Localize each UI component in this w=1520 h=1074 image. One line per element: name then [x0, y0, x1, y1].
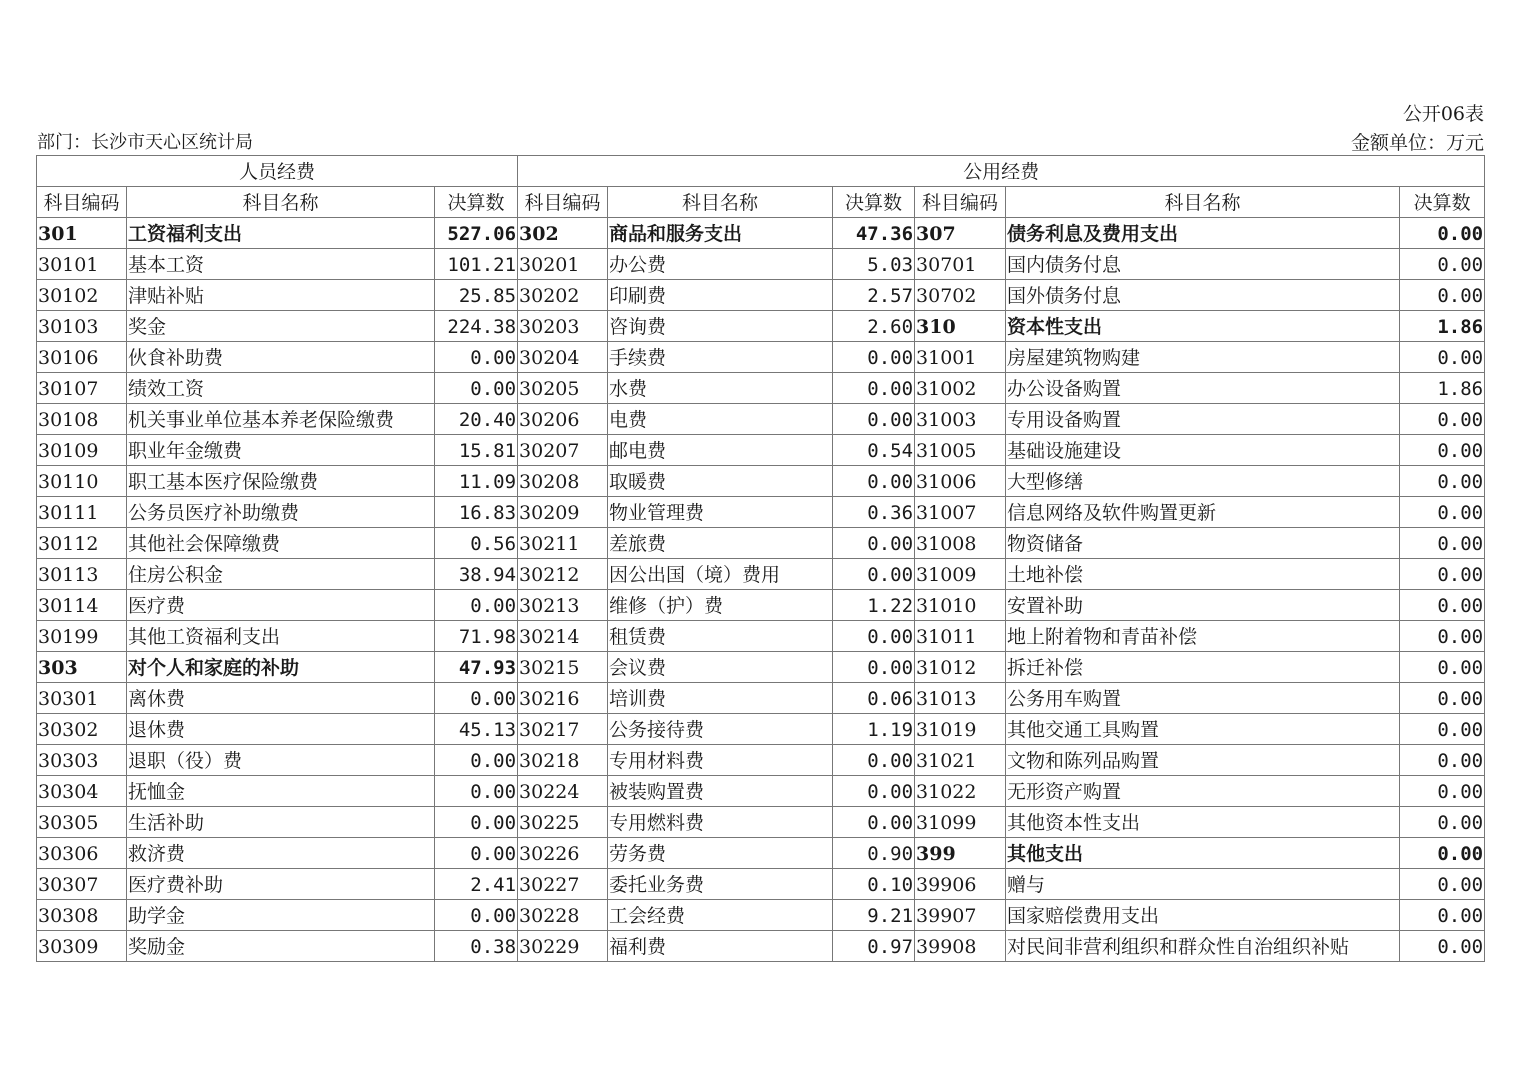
code-cell: 30199	[37, 621, 127, 652]
name-cell: 其他支出	[1006, 838, 1400, 869]
amount-cell: 0.06	[833, 683, 915, 714]
amount-cell: 0.90	[833, 838, 915, 869]
amount-cell: 47.36	[833, 218, 915, 249]
amount-cell: 20.40	[435, 404, 518, 435]
amount-cell: 0.00	[833, 745, 915, 776]
column-header-code: 科目编码	[915, 187, 1006, 218]
code-cell: 39906	[915, 869, 1006, 900]
amount-cell: 0.00	[833, 404, 915, 435]
table-row	[37, 528, 1485, 559]
code-cell: 30213	[518, 590, 608, 621]
code-cell: 31001	[915, 342, 1006, 373]
code-cell: 301	[37, 218, 127, 249]
table-row	[37, 280, 1485, 311]
name-cell: 福利费	[608, 931, 833, 962]
name-cell: 房屋建筑物购建	[1006, 342, 1400, 373]
amount-cell: 1.19	[833, 714, 915, 745]
amount-cell: 0.00	[435, 807, 518, 838]
code-cell: 30225	[518, 807, 608, 838]
code-cell: 31007	[915, 497, 1006, 528]
amount-cell: 0.00	[1400, 807, 1485, 838]
code-cell: 30206	[518, 404, 608, 435]
amount-cell: 9.21	[833, 900, 915, 931]
code-cell: 30202	[518, 280, 608, 311]
amount-cell: 0.97	[833, 931, 915, 962]
code-cell: 399	[915, 838, 1006, 869]
name-cell: 工资福利支出	[127, 218, 435, 249]
code-cell: 30228	[518, 900, 608, 931]
name-cell: 医疗费补助	[127, 869, 435, 900]
amount-cell: 0.00	[435, 683, 518, 714]
column-header-code: 科目编码	[37, 187, 127, 218]
amount-cell: 0.00	[1400, 404, 1485, 435]
amount-cell: 0.00	[833, 528, 915, 559]
form-number: 公开06表	[1402, 103, 1484, 125]
code-cell: 30301	[37, 683, 127, 714]
name-cell: 印刷费	[608, 280, 833, 311]
code-cell: 30208	[518, 466, 608, 497]
amount-cell: 0.00	[833, 342, 915, 373]
amount-cell: 0.00	[833, 621, 915, 652]
code-cell: 30309	[37, 931, 127, 962]
amount-cell: 0.00	[1400, 621, 1485, 652]
code-cell: 30218	[518, 745, 608, 776]
amount-cell: 527.06	[435, 218, 518, 249]
column-header-amount: 决算数	[435, 187, 518, 218]
name-cell: 助学金	[127, 900, 435, 931]
code-cell: 307	[915, 218, 1006, 249]
code-cell: 39908	[915, 931, 1006, 962]
name-cell: 专用燃料费	[608, 807, 833, 838]
code-cell: 31003	[915, 404, 1006, 435]
name-cell: 基本工资	[127, 249, 435, 280]
column-header-amount: 决算数	[1400, 187, 1485, 218]
name-cell: 津贴补贴	[127, 280, 435, 311]
amount-cell: 0.00	[435, 838, 518, 869]
name-cell: 国内债务付息	[1006, 249, 1400, 280]
table-row	[37, 931, 1485, 962]
code-cell: 30308	[37, 900, 127, 931]
amount-cell: 0.00	[1400, 745, 1485, 776]
amount-cell: 0.00	[435, 900, 518, 931]
code-cell: 30112	[37, 528, 127, 559]
amount-cell: 0.10	[833, 869, 915, 900]
code-cell: 30103	[37, 311, 127, 342]
name-cell: 奖励金	[127, 931, 435, 962]
code-cell: 30227	[518, 869, 608, 900]
name-cell: 抚恤金	[127, 776, 435, 807]
table-row	[37, 497, 1485, 528]
amount-cell: 0.00	[1400, 466, 1485, 497]
amount-cell: 0.00	[833, 466, 915, 497]
code-cell: 30303	[37, 745, 127, 776]
table-row	[37, 652, 1485, 683]
table-row	[37, 900, 1485, 931]
name-cell: 生活补助	[127, 807, 435, 838]
table-row	[37, 466, 1485, 497]
name-cell: 差旅费	[608, 528, 833, 559]
code-cell: 30204	[518, 342, 608, 373]
amount-cell: 0.00	[1400, 528, 1485, 559]
amount-cell: 0.54	[833, 435, 915, 466]
name-cell: 委托业务费	[608, 869, 833, 900]
name-cell: 其他工资福利支出	[127, 621, 435, 652]
code-cell: 30215	[518, 652, 608, 683]
code-cell: 31019	[915, 714, 1006, 745]
code-cell: 30229	[518, 931, 608, 962]
amount-cell: 0.56	[435, 528, 518, 559]
code-cell: 30209	[518, 497, 608, 528]
code-cell: 30216	[518, 683, 608, 714]
table-row	[37, 342, 1485, 373]
code-cell: 30207	[518, 435, 608, 466]
amount-unit-label: 金额单位：万元	[1350, 132, 1484, 154]
amount-cell: 0.00	[1400, 342, 1485, 373]
code-cell: 30307	[37, 869, 127, 900]
amount-cell: 2.41	[435, 869, 518, 900]
amount-cell: 0.00	[833, 373, 915, 404]
name-cell: 退职（役）费	[127, 745, 435, 776]
name-cell: 救济费	[127, 838, 435, 869]
amount-cell: 0.00	[435, 373, 518, 404]
table-row	[37, 621, 1485, 652]
table-row	[37, 435, 1485, 466]
code-cell: 30212	[518, 559, 608, 590]
table-row	[37, 590, 1485, 621]
name-cell: 专用材料费	[608, 745, 833, 776]
table-row	[37, 776, 1485, 807]
code-cell: 30106	[37, 342, 127, 373]
amount-cell: 1.22	[833, 590, 915, 621]
table-row	[37, 404, 1485, 435]
name-cell: 信息网络及软件购置更新	[1006, 497, 1400, 528]
name-cell: 物业管理费	[608, 497, 833, 528]
code-cell: 30217	[518, 714, 608, 745]
name-cell: 大型修缮	[1006, 466, 1400, 497]
name-cell: 培训费	[608, 683, 833, 714]
name-cell: 商品和服务支出	[608, 218, 833, 249]
amount-cell: 0.00	[1400, 931, 1485, 962]
name-cell: 水费	[608, 373, 833, 404]
name-cell: 离休费	[127, 683, 435, 714]
code-cell: 31022	[915, 776, 1006, 807]
table-row	[37, 373, 1485, 404]
amount-cell: 0.36	[833, 497, 915, 528]
code-cell: 39907	[915, 900, 1006, 931]
column-header-name: 科目名称	[608, 187, 833, 218]
group-header-personnel: 人员经费	[37, 156, 518, 187]
name-cell: 会议费	[608, 652, 833, 683]
name-cell: 职业年金缴费	[127, 435, 435, 466]
name-cell: 办公设备购置	[1006, 373, 1400, 404]
table-row	[37, 838, 1485, 869]
code-cell: 31010	[915, 590, 1006, 621]
amount-cell: 224.38	[435, 311, 518, 342]
amount-cell: 0.00	[1400, 497, 1485, 528]
table-row	[37, 745, 1485, 776]
department-label: 部门：长沙市天心区统计局	[37, 132, 253, 153]
column-header-name: 科目名称	[1006, 187, 1400, 218]
code-cell: 30226	[518, 838, 608, 869]
name-cell: 基础设施建设	[1006, 435, 1400, 466]
name-cell: 退休费	[127, 714, 435, 745]
amount-cell: 0.00	[435, 342, 518, 373]
table-row	[37, 714, 1485, 745]
name-cell: 手续费	[608, 342, 833, 373]
name-cell: 安置补助	[1006, 590, 1400, 621]
code-cell: 31005	[915, 435, 1006, 466]
amount-cell: 15.81	[435, 435, 518, 466]
name-cell: 咨询费	[608, 311, 833, 342]
amount-cell: 11.09	[435, 466, 518, 497]
amount-cell: 0.00	[1400, 218, 1485, 249]
name-cell: 其他交通工具购置	[1006, 714, 1400, 745]
expenditure-table	[36, 155, 1485, 962]
code-cell: 30107	[37, 373, 127, 404]
table-row	[37, 311, 1485, 342]
amount-cell: 0.00	[1400, 869, 1485, 900]
amount-cell: 2.57	[833, 280, 915, 311]
name-cell: 公务接待费	[608, 714, 833, 745]
code-cell: 302	[518, 218, 608, 249]
name-cell: 机关事业单位基本养老保险缴费	[127, 404, 435, 435]
name-cell: 文物和陈列品购置	[1006, 745, 1400, 776]
name-cell: 其他社会保障缴费	[127, 528, 435, 559]
amount-cell: 0.00	[833, 776, 915, 807]
code-cell: 30302	[37, 714, 127, 745]
code-cell: 30111	[37, 497, 127, 528]
table-row	[37, 807, 1485, 838]
amount-cell: 71.98	[435, 621, 518, 652]
name-cell: 邮电费	[608, 435, 833, 466]
code-cell: 30304	[37, 776, 127, 807]
code-cell: 31012	[915, 652, 1006, 683]
name-cell: 因公出国（境）费用	[608, 559, 833, 590]
amount-cell: 0.00	[1400, 435, 1485, 466]
code-cell: 30203	[518, 311, 608, 342]
amount-cell: 0.00	[435, 590, 518, 621]
name-cell: 债务利息及费用支出	[1006, 218, 1400, 249]
code-cell: 30109	[37, 435, 127, 466]
name-cell: 住房公积金	[127, 559, 435, 590]
amount-cell: 0.00	[833, 652, 915, 683]
amount-cell: 45.13	[435, 714, 518, 745]
name-cell: 医疗费	[127, 590, 435, 621]
code-cell: 31011	[915, 621, 1006, 652]
amount-cell: 47.93	[435, 652, 518, 683]
table-row	[37, 683, 1485, 714]
code-cell: 30214	[518, 621, 608, 652]
code-cell: 31002	[915, 373, 1006, 404]
amount-cell: 0.38	[435, 931, 518, 962]
code-cell: 31008	[915, 528, 1006, 559]
amount-cell: 16.83	[435, 497, 518, 528]
name-cell: 办公费	[608, 249, 833, 280]
name-cell: 工会经费	[608, 900, 833, 931]
amount-cell: 25.85	[435, 280, 518, 311]
amount-cell: 0.00	[1400, 652, 1485, 683]
name-cell: 拆迁补偿	[1006, 652, 1400, 683]
amount-cell: 38.94	[435, 559, 518, 590]
name-cell: 对个人和家庭的补助	[127, 652, 435, 683]
code-cell: 30101	[37, 249, 127, 280]
name-cell: 地上附着物和青苗补偿	[1006, 621, 1400, 652]
name-cell: 绩效工资	[127, 373, 435, 404]
code-cell: 310	[915, 311, 1006, 342]
table-row	[37, 869, 1485, 900]
name-cell: 电费	[608, 404, 833, 435]
name-cell: 赠与	[1006, 869, 1400, 900]
amount-cell: 0.00	[833, 807, 915, 838]
group-header-public: 公用经费	[518, 156, 1485, 187]
amount-cell: 0.00	[435, 776, 518, 807]
name-cell: 无形资产购置	[1006, 776, 1400, 807]
code-cell: 30113	[37, 559, 127, 590]
amount-cell: 0.00	[1400, 838, 1485, 869]
code-cell: 303	[37, 652, 127, 683]
column-header-code: 科目编码	[518, 187, 608, 218]
name-cell: 土地补偿	[1006, 559, 1400, 590]
table-row	[37, 218, 1485, 249]
name-cell: 资本性支出	[1006, 311, 1400, 342]
code-cell: 30211	[518, 528, 608, 559]
name-cell: 奖金	[127, 311, 435, 342]
table-row	[37, 559, 1485, 590]
amount-cell: 0.00	[1400, 249, 1485, 280]
name-cell: 国家赔偿费用支出	[1006, 900, 1400, 931]
amount-cell: 0.00	[1400, 776, 1485, 807]
code-cell: 30701	[915, 249, 1006, 280]
amount-cell: 2.60	[833, 311, 915, 342]
code-cell: 30306	[37, 838, 127, 869]
code-cell: 30110	[37, 466, 127, 497]
code-cell: 31021	[915, 745, 1006, 776]
amount-cell: 1.86	[1400, 373, 1485, 404]
table-row	[37, 249, 1485, 280]
name-cell: 劳务费	[608, 838, 833, 869]
code-cell: 30205	[518, 373, 608, 404]
code-cell: 30108	[37, 404, 127, 435]
code-cell: 31013	[915, 683, 1006, 714]
name-cell: 专用设备购置	[1006, 404, 1400, 435]
amount-cell: 5.03	[833, 249, 915, 280]
name-cell: 物资储备	[1006, 528, 1400, 559]
amount-cell: 0.00	[435, 745, 518, 776]
code-cell: 31006	[915, 466, 1006, 497]
code-cell: 30702	[915, 280, 1006, 311]
amount-cell: 1.86	[1400, 311, 1485, 342]
code-cell: 31009	[915, 559, 1006, 590]
name-cell: 维修（护）费	[608, 590, 833, 621]
amount-cell: 0.00	[1400, 559, 1485, 590]
name-cell: 国外债务付息	[1006, 280, 1400, 311]
amount-cell: 0.00	[1400, 280, 1485, 311]
name-cell: 对民间非营利组织和群众性自治组织补贴	[1006, 931, 1400, 962]
name-cell: 职工基本医疗保险缴费	[127, 466, 435, 497]
amount-cell: 0.00	[1400, 900, 1485, 931]
name-cell: 取暖费	[608, 466, 833, 497]
code-cell: 31099	[915, 807, 1006, 838]
code-cell: 30102	[37, 280, 127, 311]
code-cell: 30224	[518, 776, 608, 807]
amount-cell: 0.00	[833, 559, 915, 590]
name-cell: 租赁费	[608, 621, 833, 652]
name-cell: 公务用车购置	[1006, 683, 1400, 714]
amount-cell: 101.21	[435, 249, 518, 280]
amount-cell: 0.00	[1400, 714, 1485, 745]
amount-cell: 0.00	[1400, 590, 1485, 621]
name-cell: 伙食补助费	[127, 342, 435, 373]
code-cell: 30201	[518, 249, 608, 280]
name-cell: 其他资本性支出	[1006, 807, 1400, 838]
code-cell: 30305	[37, 807, 127, 838]
column-header-name: 科目名称	[127, 187, 435, 218]
name-cell: 被装购置费	[608, 776, 833, 807]
name-cell: 公务员医疗补助缴费	[127, 497, 435, 528]
amount-cell: 0.00	[1400, 683, 1485, 714]
code-cell: 30114	[37, 590, 127, 621]
column-header-amount: 决算数	[833, 187, 915, 218]
